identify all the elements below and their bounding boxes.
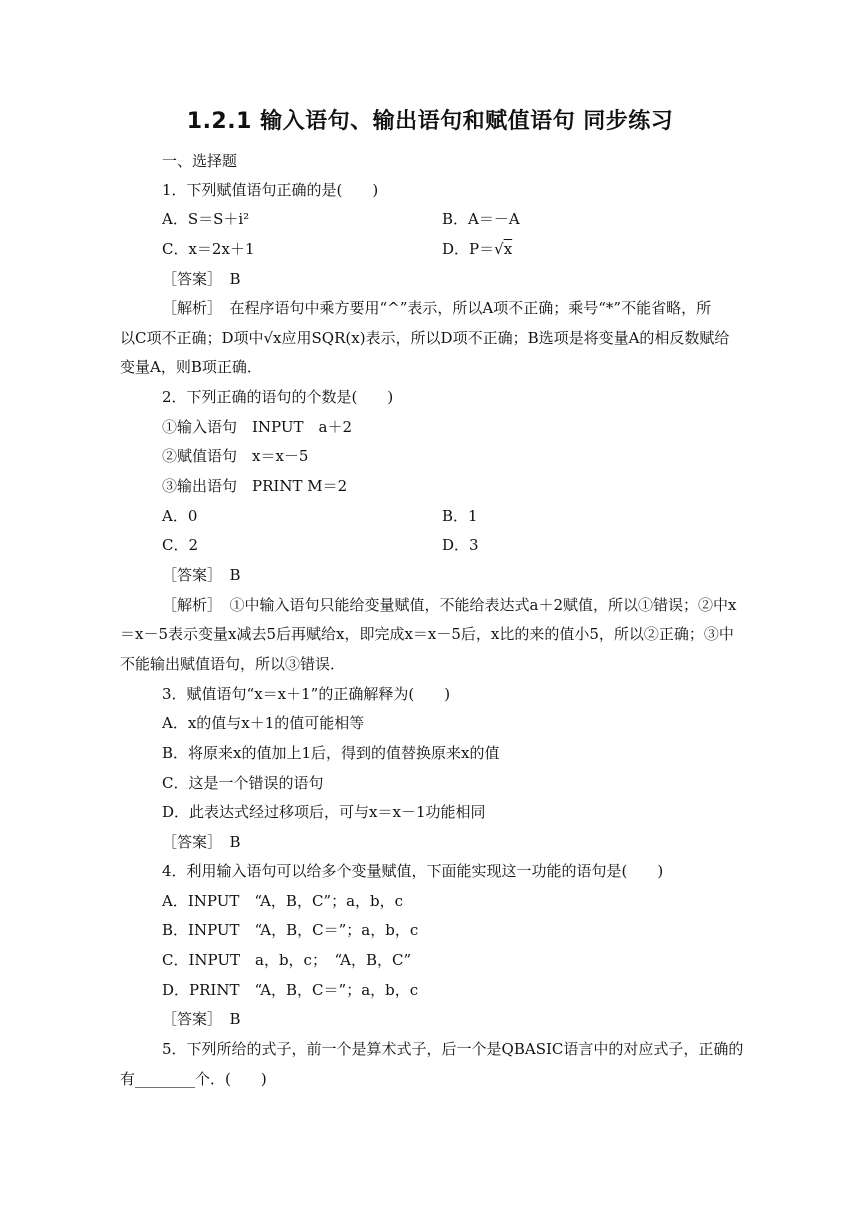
q2-option-a: A．0: [162, 507, 198, 525]
q1-option-b: B．A＝－A: [442, 210, 520, 228]
q1-option-c: C．x＝2x＋1: [162, 240, 255, 258]
q1-analysis-line-1: ［解析］ 在程序语句中乘方要用“^”表示，所以A项不正确；乘号“*”不能省略，所: [162, 299, 712, 317]
q2-stem: 2．下列正确的语句的个数是( ): [162, 388, 394, 406]
q3-stem: 3．赋值语句“x＝x＋1”的正确解释为( ): [162, 685, 451, 703]
q1-answer: ［答案］ B: [162, 270, 241, 288]
q2-item-3: ③输出语句 PRINT M＝2: [162, 477, 348, 495]
q1-stem: 1．下列赋值语句正确的是( ): [162, 181, 379, 199]
page-title: 1.2.1 输入语句、输出语句和赋值语句 同步练习: [186, 109, 674, 134]
q4-option-d: D．PRINT “A，B，C＝”；a，b，c: [162, 981, 419, 999]
q3-answer: ［答案］ B: [162, 833, 241, 851]
q2-analysis-line-2: ＝x－5表示变量x减去5后再赋给x，即完成x＝x－5后，x比的来的值小5，所以②正确；③中: [120, 625, 734, 643]
q1-option-d: [442, 238, 512, 260]
q4-stem: 4．利用输入语句可以给多个变量赋值，下面能实现这一功能的语句是( ): [162, 862, 664, 880]
q2-item-1: ①输入语句 INPUT a＋2: [162, 418, 353, 436]
q2-analysis-line-1: ［解析］ ①中输入语句只能给变量赋值，不能给表达式a＋2赋值，所以①错误；②中x: [162, 596, 737, 614]
q2-answer: ［答案］ B: [162, 566, 241, 584]
q4-option-a: A．INPUT “A，B，C”；a，b，c: [162, 892, 404, 910]
q1-analysis-line-2: 以C项不正确；D项中√x应用SQR(x)表示，所以D项不正确；B选项是将变量A的相反数赋给: [120, 329, 730, 347]
q3-option-d: D．此表达式经过移项后，可与x＝x－1功能相同: [162, 803, 486, 821]
q2-option-d: D．3: [442, 536, 479, 554]
sqrt-argument: x: [503, 240, 513, 258]
q2-analysis-line-3: 不能输出赋值语句，所以③错误．: [120, 655, 346, 673]
q5-stem-line-1: 5．下列所给的式子，前一个是算术式子，后一个是QBASIC语言中的对应式子，正确的: [162, 1040, 744, 1058]
q1-option-d-prefix: D．P＝: [442, 240, 495, 258]
q2-item-2: ②赋值语句 x＝x－5: [162, 447, 309, 465]
q1-option-a: A．S＝S＋i²: [162, 210, 250, 228]
q1-analysis-line-3: 变量A，则B项正确．: [120, 358, 262, 376]
sqrt-symbol: √: [494, 240, 504, 258]
q4-answer: ［答案］ B: [162, 1010, 241, 1028]
q5-stem-line-2: 有________个．( ): [120, 1070, 267, 1088]
q3-option-a: A．x的值与x＋1的值可能相等: [162, 714, 365, 732]
q3-option-c: C．这是一个错误的语句: [162, 774, 324, 792]
q2-option-c: C．2: [162, 536, 199, 554]
q3-option-b: B．将原来x的值加上1后，得到的值替换原来x的值: [162, 744, 500, 762]
section-heading: 一、选择题: [162, 152, 238, 170]
q4-option-b: B．INPUT “A，B，C＝”；a，b，c: [162, 921, 419, 939]
q4-option-c: C．INPUT a，b，c； “A，B，C”: [162, 951, 412, 969]
q2-option-b: B．1: [442, 507, 478, 525]
